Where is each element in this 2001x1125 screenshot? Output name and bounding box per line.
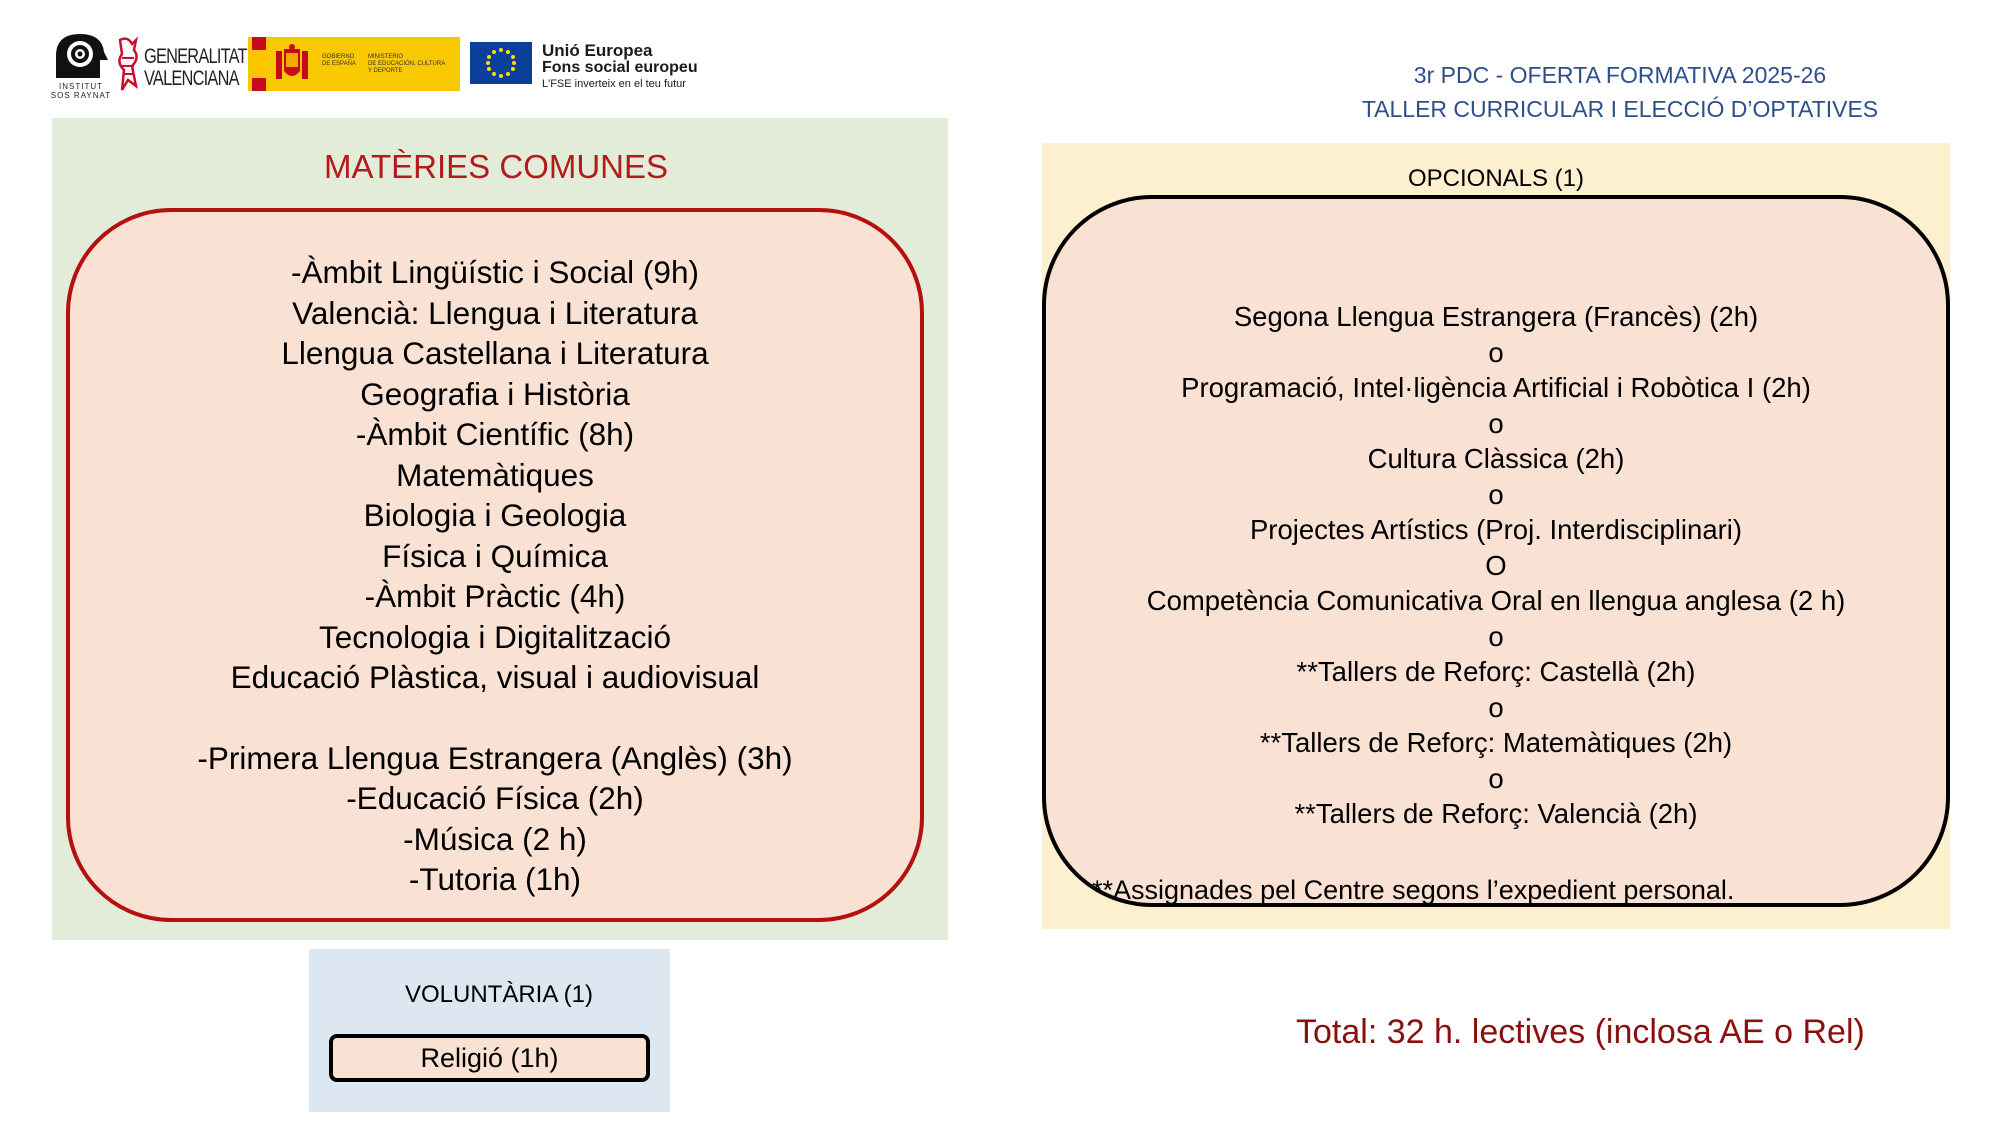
comunes-item: Matemàtiques [396,456,594,493]
page-subtitle: TALLER CURRICULAR I ELECCIÓ D’OPTATIVES [1361,96,1879,122]
school-caption: INSTITUT SOS RAYNAT [50,82,112,100]
comunes-item: -Àmbit Científic (8h) [355,416,635,452]
comunes-item: Biologia i Geologia [363,497,627,533]
comunes-item: Geografia i Història [360,375,630,412]
opcionals-item: Competència Comunicativa Oral en llengua anglesa (2 h) [1146,585,1846,616]
opcionals-separator: o [1488,762,1504,794]
opcionals-footnote: **Assignades pel Centre segons l’expedient personal. [1092,875,1735,905]
religio-option: Religió (1h) [329,1034,650,1082]
voluntaria-panel [309,949,670,1112]
coat-of-arms-icon [272,43,312,85]
opcionals-item: **Tallers de Reforç: Matemàtiques (2h) [1259,727,1733,758]
opcionals-separator: o [1488,407,1504,439]
opcionals-item: Programació, Intel·ligència Artificial i Robòtica I (2h) [1181,372,1811,403]
opcionals-title: OPCIONALS (1) [1407,165,1585,192]
spain-flag-icon [252,37,266,91]
eu-tagline: L'FSE inverteix en el teu futur [542,78,686,90]
opcionals-item: **Tallers de Reforç: Valencià (2h) [1294,798,1698,829]
comunes-box [66,208,924,922]
gobierno-text: GOBIERNO DE ESPAÑA [322,54,356,67]
opcionals-item: Projectes Artístics (Proj. Interdisciplinari) [1249,514,1743,545]
comunes-item: Llengua Castellana i Literatura [281,335,709,371]
page-title: 3r PDC - OFERTA FORMATIVA 2025-26 [1413,62,1827,88]
comunes-item: -Àmbit Lingüístic i Social (9h) [291,254,699,290]
comunes-list [70,252,920,900]
gobierno-logo [248,37,460,91]
school-emblem-icon [50,30,112,82]
opcionals-item: Cultura Clàssica (2h) [1367,443,1625,474]
comunes-item: -Música (2 h) [403,820,587,857]
comunes-title: MATÈRIES COMUNES [323,148,669,185]
opcionals-separator: o [1488,336,1504,368]
comunes-item: -Àmbit Pràctic (4h) [364,578,626,614]
total-hours: Total: 32 h. lectives (inclosa AE o Rel) [1296,1013,1865,1051]
eu-title: Unió Europea [542,41,653,60]
opcionals-list [1046,299,1946,832]
comunes-item: Tecnologia i Digitalització [319,618,671,655]
comunes-item: -Educació Física (2h) [346,780,644,816]
opcionals-separator: o [1488,691,1504,723]
generalitat-text: GENERALITAT VALENCIANA [144,45,247,90]
eu-flag [470,42,532,84]
comunes-item: -Primera Llengua Estrangera (Anglès) (3h) [197,739,793,776]
opcionals-item: Segona Llengua Estrangera (Francès) (2h) [1233,301,1759,332]
school-logo [50,30,112,100]
comunes-panel [52,118,948,940]
opcionals-separator: o [1488,478,1504,510]
generalitat-emblem-icon [114,36,142,92]
opcionals-box [1042,195,1950,907]
comunes-item: Valencià: Llengua i Literatura [292,294,698,331]
eu-stars-icon [470,42,532,84]
comunes-item: Educació Plàstica, visual i audiovisual [230,659,760,695]
voluntaria-title: VOLUNTÀRIA (1) [404,981,594,1008]
comunes-spacer [70,698,920,738]
comunes-item: Física i Química [382,537,608,574]
opcionals-item: **Tallers de Reforç: Castellà (2h) [1296,656,1696,687]
eu-subtitle: Fons social europeu [542,59,698,76]
opcionals-panel [1042,143,1950,929]
comunes-item: -Tutoria (1h) [408,861,582,897]
ministerio-text: MINISTERIO DE EDUCACIÓN, CULTURA Y DEPORTE [368,54,446,74]
opcionals-separator: O [1485,549,1507,581]
logo-strip [50,28,720,100]
opcionals-separator: o [1488,620,1504,652]
